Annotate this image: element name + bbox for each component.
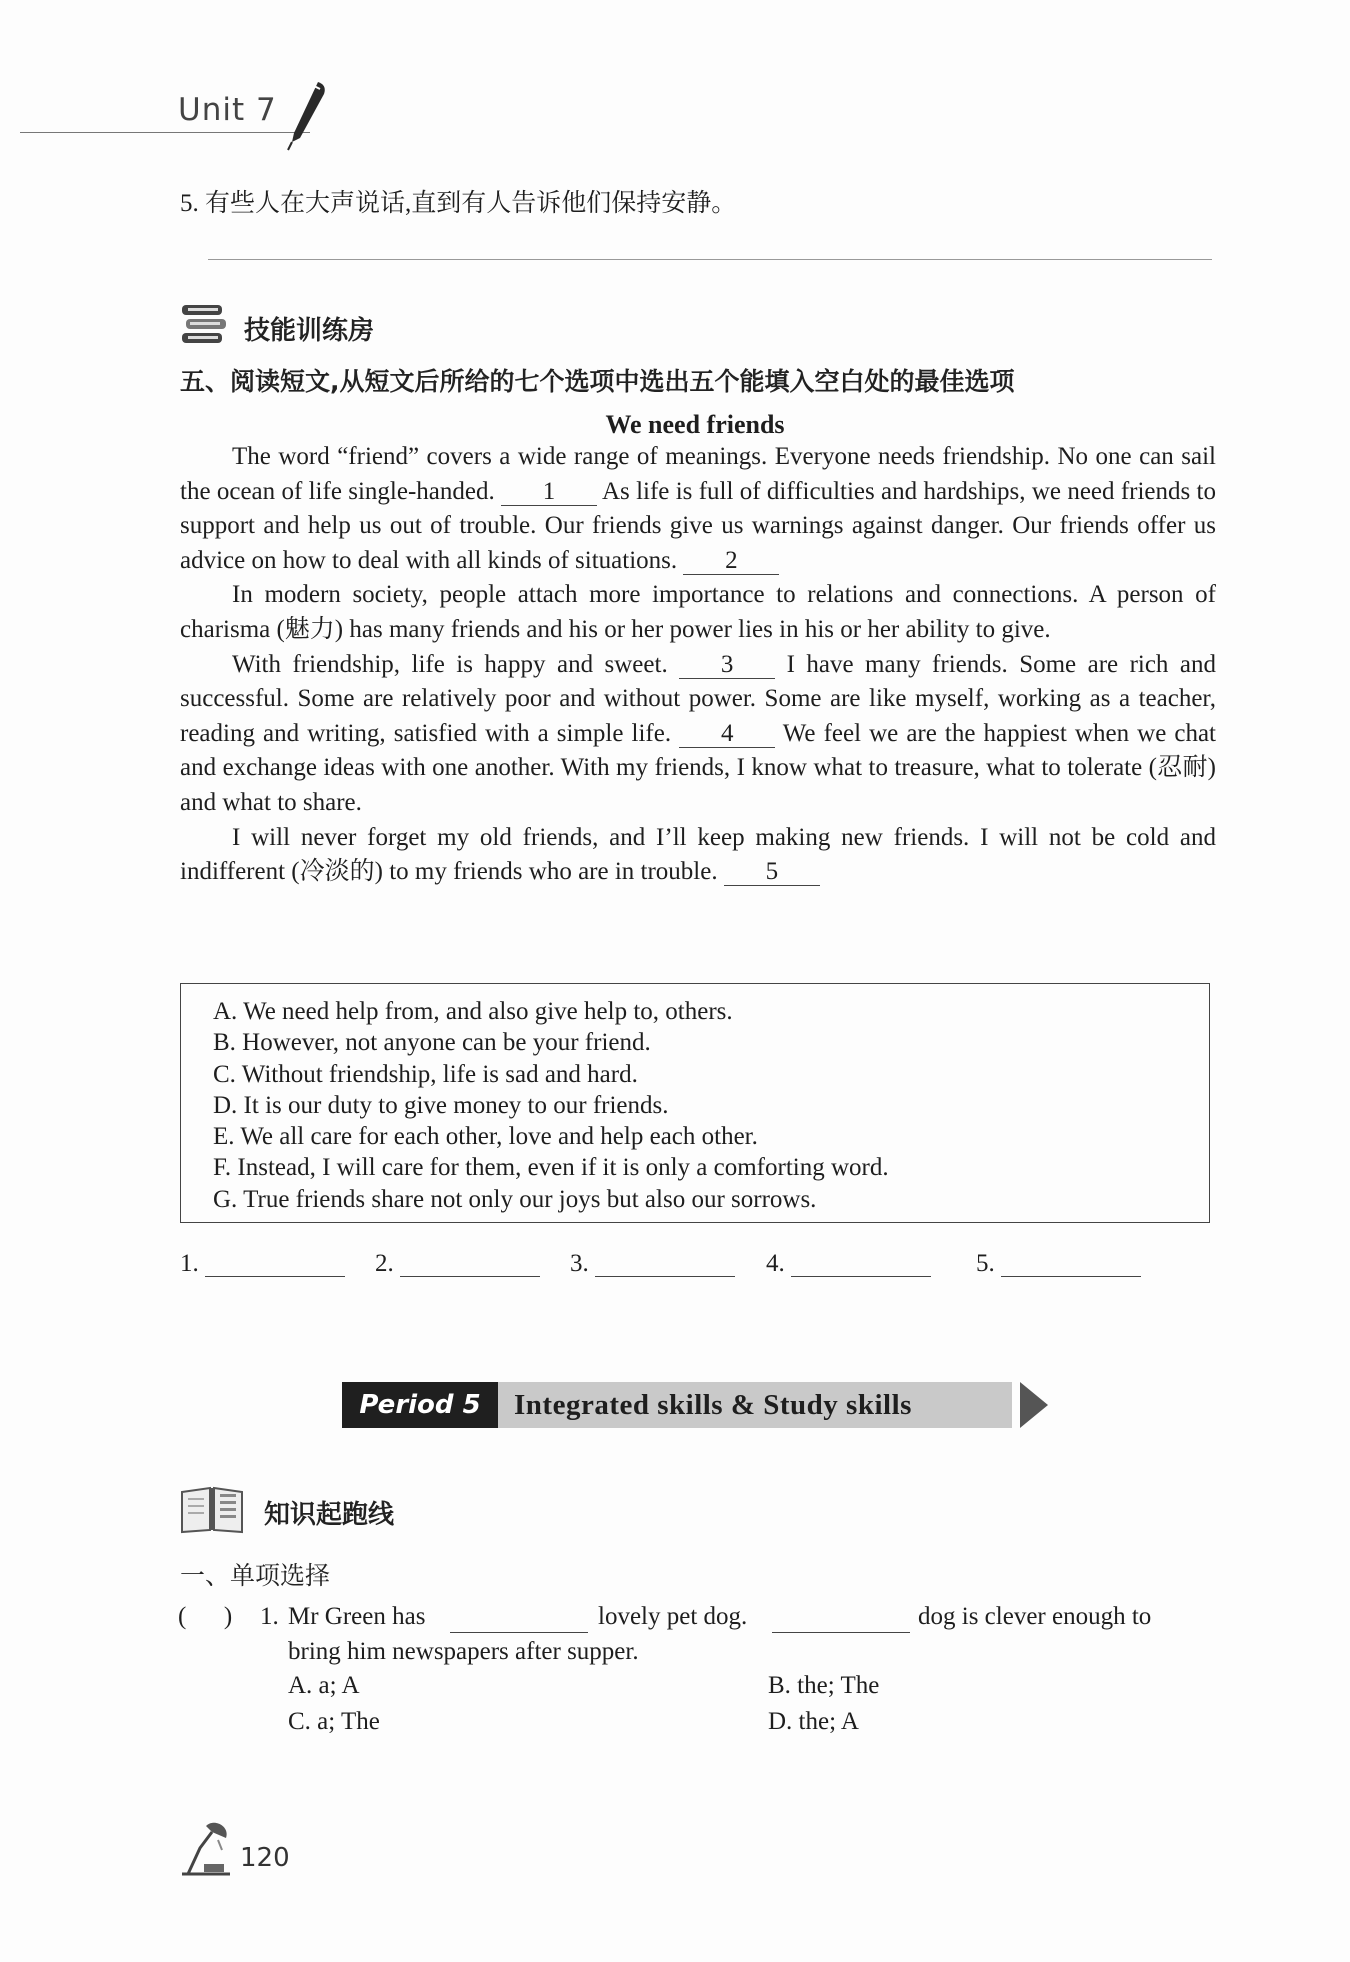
unit-title: Unit 7 (178, 92, 277, 128)
answer-line[interactable] (208, 259, 1212, 260)
mc-heading: 一、单项选择 (180, 1561, 331, 1590)
answer-slot-2[interactable]: 2. (375, 1250, 540, 1278)
option-d[interactable]: D. the; A (768, 1708, 859, 1735)
option-e: E. We all care for each other, love and help each other. (213, 1123, 758, 1151)
page-number: 120 (240, 1843, 290, 1873)
option-g: G. True friends share not only our joys but also our sorrows. (213, 1185, 817, 1213)
option-c[interactable]: C. a; The (288, 1708, 380, 1735)
answer-row (180, 1250, 1220, 1290)
paragraph-1: The word “friend” covers a wide range of meanings. Everyone needs friendship. No one can sail the ocean of life single-handed. 1 As life is full of difficulties and hardships, we need friends to support and help us out of trouble. Our friends give us warnings against danger. Our friends offer us advice on how to deal with all kinds of situations. 2 (180, 443, 1217, 574)
answer-slot-5[interactable]: 5. (976, 1250, 1141, 1278)
option-a: A. We need help from, and also give help to, others. (213, 998, 733, 1025)
arrow-right-icon (1020, 1382, 1048, 1428)
books-icon (180, 303, 228, 347)
period-title: Integrated skills & Study skills (498, 1382, 1012, 1428)
question-blank-2[interactable] (772, 1632, 910, 1633)
question-number: 1. (260, 1603, 279, 1630)
paragraph-2: In modern society, people attach more importance to relations and connections. A person of charisma (魅力) has many friends and his or her power lies in his or her ability to give. (180, 581, 1216, 643)
answer-slot-1[interactable]: 1. (180, 1250, 345, 1278)
question-text-2: lovely pet dog. (598, 1603, 748, 1630)
section-heading-skills: 技能训练房 (244, 316, 375, 346)
option-f: F. Instead, I will care for them, even if it is only a comforting word. (213, 1154, 889, 1182)
blank-5[interactable]: 5 (724, 859, 820, 886)
header-rule (20, 132, 310, 133)
blank-2[interactable]: 2 (683, 548, 779, 575)
section-heading-knowledge: 知识起跑线 (264, 1500, 395, 1530)
answer-slot-3[interactable]: 3. (570, 1250, 735, 1278)
reading-passage (180, 440, 1216, 890)
passage-title: We need friends (605, 410, 785, 439)
blank-1[interactable]: 1 (501, 479, 597, 506)
period-banner (342, 1382, 1048, 1428)
desk-lamp-icon (178, 1820, 234, 1876)
open-book-icon (180, 1486, 244, 1534)
option-b: B. However, not anyone can be your friend. (213, 1029, 651, 1057)
paragraph-3: With friendship, life is happy and sweet. 3 I have many friends. Some are rich and successful. Some are relatively poor and without power. Some are like myself, working as a teacher, reading and writing, satisfied with a simple life. 4 We feel we are the happiest when we chat and exchange ideas with one another. With my friends, I know what to treasure, what to tolerate (忍耐) and what to share. (180, 650, 1216, 816)
reading-instruction: 五、阅读短文,从短文后所给的七个选项中选出五个能填入空白处的最佳选项 (180, 367, 1015, 396)
answer-paren[interactable]: ( ) (178, 1603, 233, 1630)
option-a[interactable]: A. a; A (288, 1672, 360, 1699)
question-blank-1[interactable] (450, 1632, 588, 1633)
period-badge: Period 5 (342, 1382, 498, 1428)
question-text-1: Mr Green has (288, 1603, 426, 1630)
question-text-4: bring him newspapers after supper. (288, 1638, 639, 1665)
translation-question-5: 5. 有些人在大声说话,直到有人告诉他们保持安静。 (180, 190, 737, 217)
option-b[interactable]: B. the; The (768, 1672, 880, 1699)
blank-4[interactable]: 4 (679, 721, 775, 748)
paragraph-4: I will never forget my old friends, and I’ll keep making new friends. I will not be cold and indifferent (冷淡的) to my friends who are in trouble. 5 (180, 823, 1216, 886)
options-box (180, 983, 1210, 1223)
question-text-3: dog is clever enough to (918, 1603, 1152, 1630)
answer-slot-4[interactable]: 4. (766, 1250, 931, 1278)
pen-icon (284, 80, 328, 152)
option-c: C. Without friendship, life is sad and hard. (213, 1060, 638, 1088)
option-d: D. It is our duty to give money to our friends. (213, 1091, 669, 1119)
blank-3[interactable]: 3 (679, 652, 775, 679)
